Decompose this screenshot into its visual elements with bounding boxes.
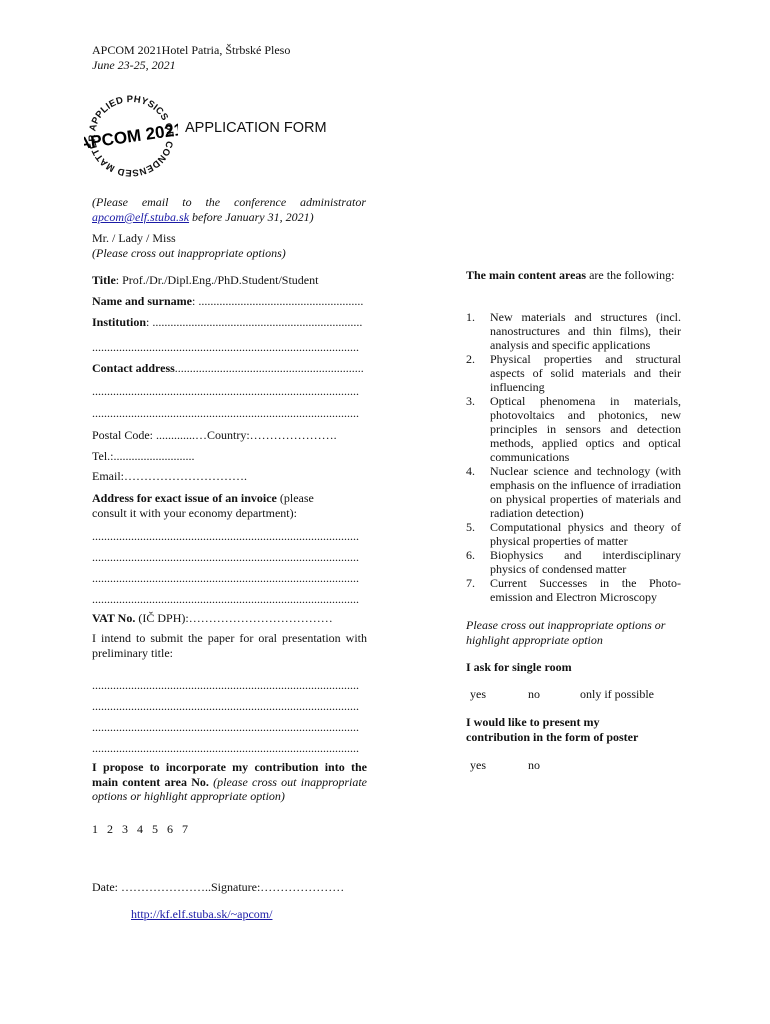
- logo-center-text: APCOM 2021: [84, 119, 178, 154]
- conference-header: [92, 43, 290, 73]
- content-area-item: [466, 394, 681, 464]
- contact-dots: ...............................................................: [174, 361, 364, 375]
- email-field[interactable]: Email:………………………….: [92, 469, 247, 483]
- invoice-line-3[interactable]: .........................................................................................: [92, 571, 359, 585]
- content-area-number: 7.: [466, 576, 475, 590]
- content-area-number: 4.: [466, 464, 475, 478]
- poster-yes[interactable]: yes: [470, 758, 486, 772]
- name-field[interactable]: [92, 294, 384, 309]
- content-area-text: Biophysics and interdisciplinary physics of condensed matter: [490, 548, 681, 576]
- invoice-label-rest: (please: [276, 491, 314, 505]
- content-area-text: Current Successes in the Photo-emission and Electron Microscopy: [490, 576, 681, 604]
- apcom-logo-emblem: [84, 94, 178, 178]
- postal-country-field[interactable]: Postal Code: .............…Country:………………….: [92, 428, 337, 442]
- content-areas-intro-rest: are the following:: [586, 268, 675, 282]
- contact-line-3[interactable]: .........................................................................................: [92, 406, 359, 420]
- salutation-options[interactable]: Mr. / Lady / Miss: [92, 231, 176, 245]
- admin-email-link[interactable]: apcom@elf.stuba.sk: [92, 210, 190, 224]
- contact-label: Contact address: [92, 361, 175, 375]
- content-area-item: [466, 464, 681, 520]
- invoice-line-1[interactable]: .........................................................................................: [92, 529, 359, 543]
- content-area-item: [466, 548, 681, 576]
- salutation-note: (Please cross out inappropriate options): [92, 246, 286, 260]
- logo-ring-text: APPLIED PHYSICS OF CONDENSED MATTER: [86, 94, 176, 178]
- institution-line-2[interactable]: .........................................................................................: [92, 340, 359, 354]
- paper-title-line-2[interactable]: .........................................................................................: [92, 699, 359, 713]
- content-areas-intro: [466, 268, 680, 283]
- content-area-proposal: [92, 760, 367, 804]
- content-area-item: [466, 520, 681, 548]
- content-areas-intro-bold: The main content areas: [466, 268, 587, 282]
- content-area-text: Computational physics and theory of physical properties of matter: [490, 520, 681, 548]
- content-area-numbers[interactable]: 1 2 3 4 5 6 7: [92, 822, 188, 836]
- content-area-number: 2.: [466, 352, 475, 366]
- poster-no[interactable]: no: [528, 758, 540, 772]
- name-label: Name and surname: [92, 294, 193, 308]
- title-options: : Prof./Dr./Dipl.Eng./PhD.Student/Student: [115, 273, 319, 287]
- title-field[interactable]: [92, 273, 382, 288]
- paper-title-line-1[interactable]: .........................................................................................: [92, 678, 359, 692]
- vat-field[interactable]: [92, 611, 384, 626]
- content-areas-list: [466, 310, 681, 604]
- single-room-if-possible[interactable]: only if possible: [580, 687, 654, 701]
- content-area-number: 1.: [466, 310, 475, 324]
- content-area-text: New materials and structures (incl. nanostructures and thin films), their analysis and specific applications: [490, 310, 681, 352]
- content-area-item: [466, 352, 681, 394]
- poster-question: I would like to present my contribution in the form of poster: [466, 715, 639, 744]
- institution-field[interactable]: [92, 315, 384, 330]
- institution-label: Institution: [92, 315, 147, 329]
- content-area-number: 3.: [466, 394, 475, 408]
- proposal-bold: I propose to incorporate my contribution into the main content area No.: [92, 760, 367, 789]
- single-room-question: I ask for single room: [466, 660, 572, 674]
- content-area-text: Nuclear science and technology (with emphasis on the influence of irradiation on physical properties of materials and radiation detection): [490, 464, 681, 520]
- content-area-text: Physical properties and structural aspects of solid materials and their influencing: [490, 352, 681, 394]
- invoice-address-label: [92, 491, 384, 521]
- conference-url-link-wrap: [131, 907, 272, 922]
- invoice-label-bold: Address for exact issue of an invoice: [92, 491, 277, 505]
- proposal-italic: (please cross out inappropriate options or highlight appropriate option): [92, 774, 367, 803]
- invoice-line-4[interactable]: .........................................................................................: [92, 592, 359, 606]
- contact-address-field[interactable]: [92, 361, 384, 376]
- cross-out-note: Please cross out inappropriate options or highlight appropriate option: [466, 618, 666, 647]
- header-line-venue: APCOM 2021Hotel Patria, Štrbské Pleso: [92, 43, 291, 57]
- name-dots: : .......................................................: [192, 294, 364, 308]
- content-area-item: [466, 310, 681, 352]
- invoice-line-2[interactable]: .........................................................................................: [92, 550, 359, 564]
- content-area-item: [466, 576, 681, 604]
- content-area-number: 5.: [466, 520, 475, 534]
- institution-dots: : ......................................................................: [146, 315, 363, 329]
- title-label: Title: [92, 273, 116, 287]
- salutation-block: [92, 231, 286, 261]
- paper-intent-text: I intend to submit the paper for oral presentation with preliminary title:: [92, 631, 367, 660]
- vat-dots: (IČ DPH):………………………………: [135, 611, 333, 625]
- email-instructions: [92, 195, 366, 225]
- paper-title-line-4[interactable]: .........................................................................................: [92, 741, 359, 755]
- single-room-yes[interactable]: yes: [470, 687, 486, 701]
- single-room-no[interactable]: no: [528, 687, 540, 701]
- apcom-logo: [84, 94, 178, 178]
- form-title: APPLICATION FORM: [185, 120, 327, 136]
- conference-url-link[interactable]: http://kf.elf.stuba.sk/~apcom/: [131, 907, 273, 921]
- instructions-prefix: (Please email to the conference administrator: [92, 195, 366, 209]
- instructions-suffix: before January 31, 2021): [189, 210, 314, 224]
- header-line-dates: June 23-25, 2021: [92, 58, 176, 72]
- date-signature-field[interactable]: Date: …………………..Signature:…………………: [92, 880, 345, 894]
- paper-title-line-3[interactable]: .........................................................................................: [92, 720, 359, 734]
- vat-label: VAT No.: [92, 611, 136, 625]
- content-area-text: Optical phenomena in materials, photovoltaics and photonics, new principles in sensors and detection methods, applied optics and optical communications: [490, 394, 681, 464]
- contact-line-2[interactable]: .........................................................................................: [92, 384, 359, 398]
- tel-field[interactable]: Tel.:...........................: [92, 449, 195, 463]
- content-area-number: 6.: [466, 548, 475, 562]
- invoice-label-line2: consult it with your economy department):: [92, 506, 297, 520]
